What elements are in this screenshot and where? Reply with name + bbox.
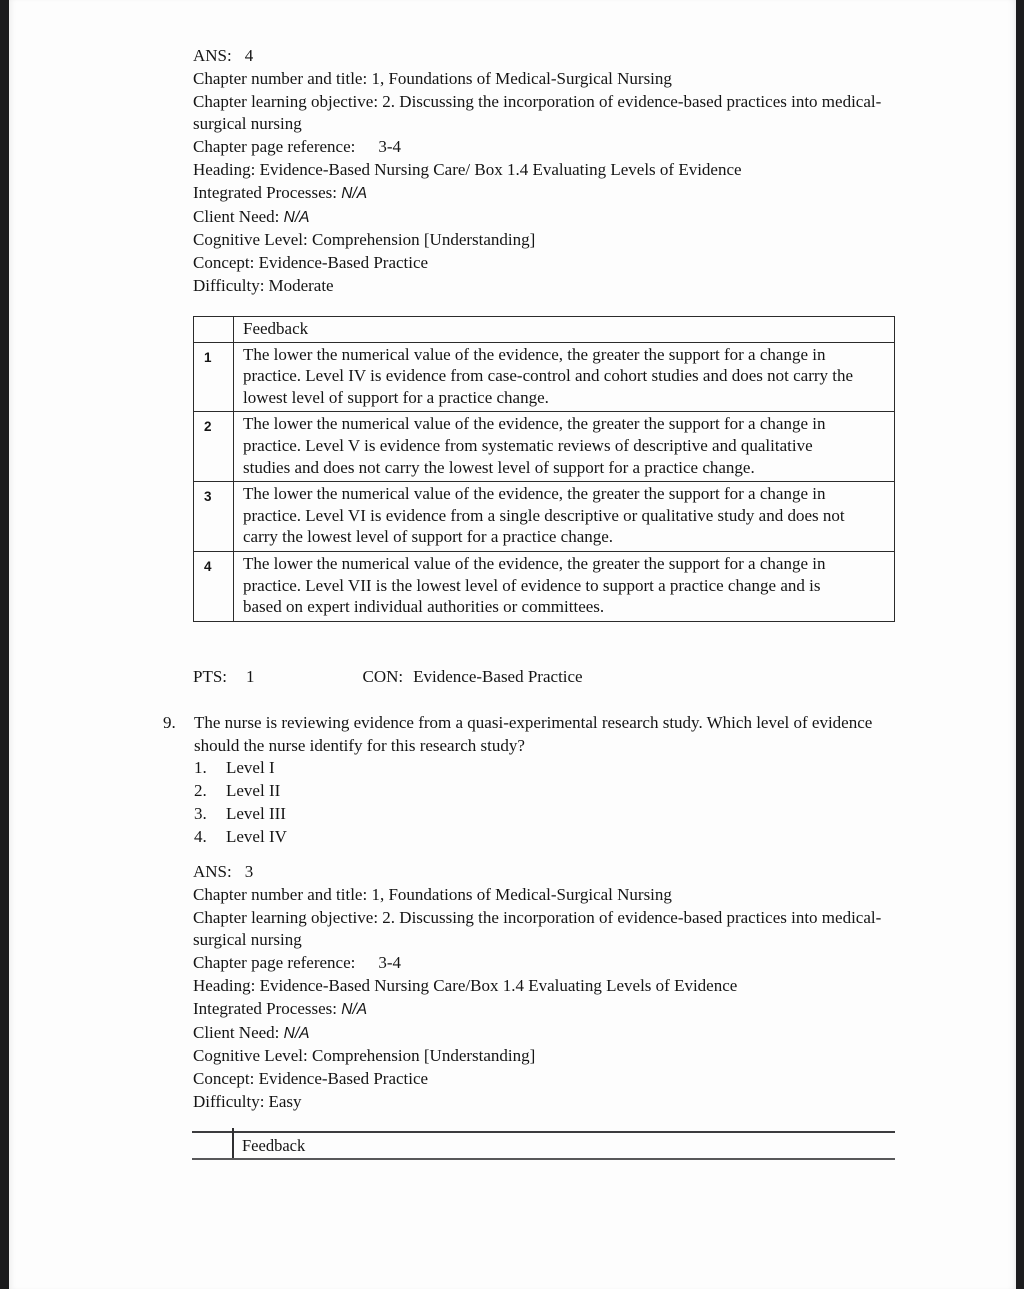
difficulty-value: Easy — [268, 1091, 302, 1111]
integrated-processes-value: N/A — [341, 184, 368, 202]
option-row — [194, 802, 287, 825]
learning-objective-label: Chapter learning objective: — [193, 907, 379, 927]
page-reference-line — [193, 136, 915, 159]
chapter-title-line — [193, 68, 915, 91]
option-label: Level III — [226, 804, 286, 823]
cognitive-level-line — [193, 1045, 915, 1068]
option-row — [194, 825, 287, 848]
client-need-label: Client Need: — [193, 206, 280, 226]
row-number: 4 — [194, 551, 234, 621]
difficulty-line — [193, 1091, 915, 1114]
difficulty-value: Moderate — [268, 275, 334, 295]
left-edge-bar — [0, 0, 9, 1289]
chapter-title-line — [193, 884, 915, 907]
heading-line — [193, 975, 915, 998]
page-reference-value: 3-4 — [378, 137, 402, 157]
answer-details-block-1 — [193, 45, 915, 298]
chapter-title-label: Chapter number and title: — [193, 68, 368, 88]
feedback-table-header-row — [194, 317, 895, 343]
chapter-title-value: 1, Foundations of Medical-Surgical Nursing — [371, 68, 672, 88]
option-row — [194, 779, 287, 802]
concept-label: Concept: — [193, 1069, 255, 1089]
question-options — [194, 756, 287, 848]
heading-line — [193, 159, 915, 182]
question-item — [163, 711, 884, 757]
heading-value: Evidence-Based Nursing Care/Box 1.4 Evaluating Levels of Evidence — [259, 975, 738, 995]
ans-value: 3 — [244, 862, 254, 881]
client-need-value: N/A — [283, 1024, 310, 1042]
chapter-title-value: 1, Foundations of Medical-Surgical Nursing — [371, 884, 672, 904]
client-need-label: Client Need: — [193, 1022, 280, 1042]
client-need-line — [193, 1022, 915, 1046]
learning-objective-value: 2. Discussing the incorporation of evidence-based practices into medical-surgical nursing — [193, 907, 882, 950]
answer-details-block-2 — [193, 861, 915, 1114]
client-need-value: N/A — [283, 208, 310, 226]
ans-label: ANS: — [193, 46, 232, 65]
ans-line — [193, 861, 915, 884]
pts-con-line — [193, 667, 583, 687]
learning-objective-label: Chapter learning objective: — [193, 91, 379, 111]
cognitive-level-value: Comprehension [Understanding] — [311, 1046, 536, 1066]
integrated-processes-label: Integrated Processes: — [193, 998, 337, 1018]
table-row — [194, 482, 895, 552]
con-value: Evidence-Based Practice — [413, 667, 583, 686]
option-number: 3. — [194, 804, 207, 823]
integrated-processes-line — [193, 182, 915, 206]
integrated-processes-value: N/A — [341, 1000, 368, 1018]
concept-label: Concept: — [193, 253, 255, 273]
table-column-divider — [232, 1128, 234, 1158]
option-number: 1. — [194, 758, 207, 777]
row-feedback-text: The lower the numerical value of the evidence, the greater the support for a change in practice. Level IV is evidence from case-control and cohort studies and does not carry the lowest level of support for a practice change. — [234, 342, 895, 412]
cognitive-level-label: Cognitive Level: — [193, 230, 308, 250]
page-reference-label: Chapter page reference: — [193, 137, 356, 157]
difficulty-label: Difficulty: — [193, 1091, 265, 1111]
row-feedback-text: The lower the numerical value of the evidence, the greater the support for a change in practice. Level VII is the lowest level of evidence to support a practice change and is based on expert individual authorities or committees. — [234, 551, 895, 621]
row-feedback-text: The lower the numerical value of the evidence, the greater the support for a change in practice. Level VI is evidence from a single descriptive or qualitative study and does not carry the lowest level of support for a practice change. — [234, 482, 895, 552]
page-reference-value: 3-4 — [378, 953, 402, 973]
feedback-column-header: Feedback — [242, 1136, 306, 1155]
feedback-table — [193, 316, 895, 622]
row-number: 1 — [194, 342, 234, 412]
option-label: Level I — [226, 758, 275, 777]
partial-feedback-table — [192, 1131, 895, 1160]
option-number: 2. — [194, 781, 207, 800]
integrated-processes-line — [193, 998, 915, 1022]
heading-value: Evidence-Based Nursing Care/ Box 1.4 Evaluating Levels of Evidence — [259, 159, 742, 179]
concept-value: Evidence-Based Practice — [258, 1069, 429, 1089]
feedback-table-corner-cell — [194, 317, 234, 343]
table-row — [194, 342, 895, 412]
pts-value: 1 — [246, 667, 255, 686]
con-label: CON: — [362, 667, 404, 686]
table-row — [194, 412, 895, 482]
cognitive-level-line — [193, 229, 915, 252]
concept-line — [193, 1068, 915, 1091]
pts-label: PTS: — [193, 667, 228, 686]
ans-value: 4 — [244, 46, 254, 65]
cognitive-level-value: Comprehension [Understanding] — [311, 230, 536, 250]
table-row — [194, 551, 895, 621]
row-feedback-text: The lower the numerical value of the evidence, the greater the support for a change in practice. Level V is evidence from systematic reviews of descriptive and qualitative studies and does not carry the lowest level of support for a practice change. — [234, 412, 895, 482]
difficulty-label: Difficulty: — [193, 275, 265, 295]
concept-value: Evidence-Based Practice — [258, 253, 429, 273]
page-reference-line — [193, 952, 915, 975]
row-number: 3 — [194, 482, 234, 552]
question-number: 9. — [163, 713, 176, 732]
question-text: The nurse is reviewing evidence from a quasi-experimental research study. Which level of evidence should the nurse identify for this research study? — [194, 713, 873, 755]
integrated-processes-label: Integrated Processes: — [193, 182, 337, 202]
feedback-column-header: Feedback — [234, 317, 895, 343]
row-number: 2 — [194, 412, 234, 482]
client-need-line — [193, 206, 915, 230]
option-label: Level II — [226, 781, 281, 800]
difficulty-line — [193, 275, 915, 298]
option-label: Level IV — [226, 827, 287, 846]
learning-objective-value: 2. Discussing the incorporation of evidence-based practices into medical-surgical nursing — [193, 91, 882, 134]
learning-objective-line — [193, 91, 915, 137]
heading-label: Heading: — [193, 975, 256, 995]
ans-line — [193, 45, 915, 68]
option-number: 4. — [194, 827, 207, 846]
page-reference-label: Chapter page reference: — [193, 953, 356, 973]
heading-label: Heading: — [193, 159, 256, 179]
learning-objective-line — [193, 907, 915, 953]
ans-label: ANS: — [193, 862, 232, 881]
chapter-title-label: Chapter number and title: — [193, 884, 368, 904]
option-row — [194, 756, 287, 779]
concept-line — [193, 252, 915, 275]
right-edge-bar — [1016, 0, 1024, 1289]
cognitive-level-label: Cognitive Level: — [193, 1046, 308, 1066]
